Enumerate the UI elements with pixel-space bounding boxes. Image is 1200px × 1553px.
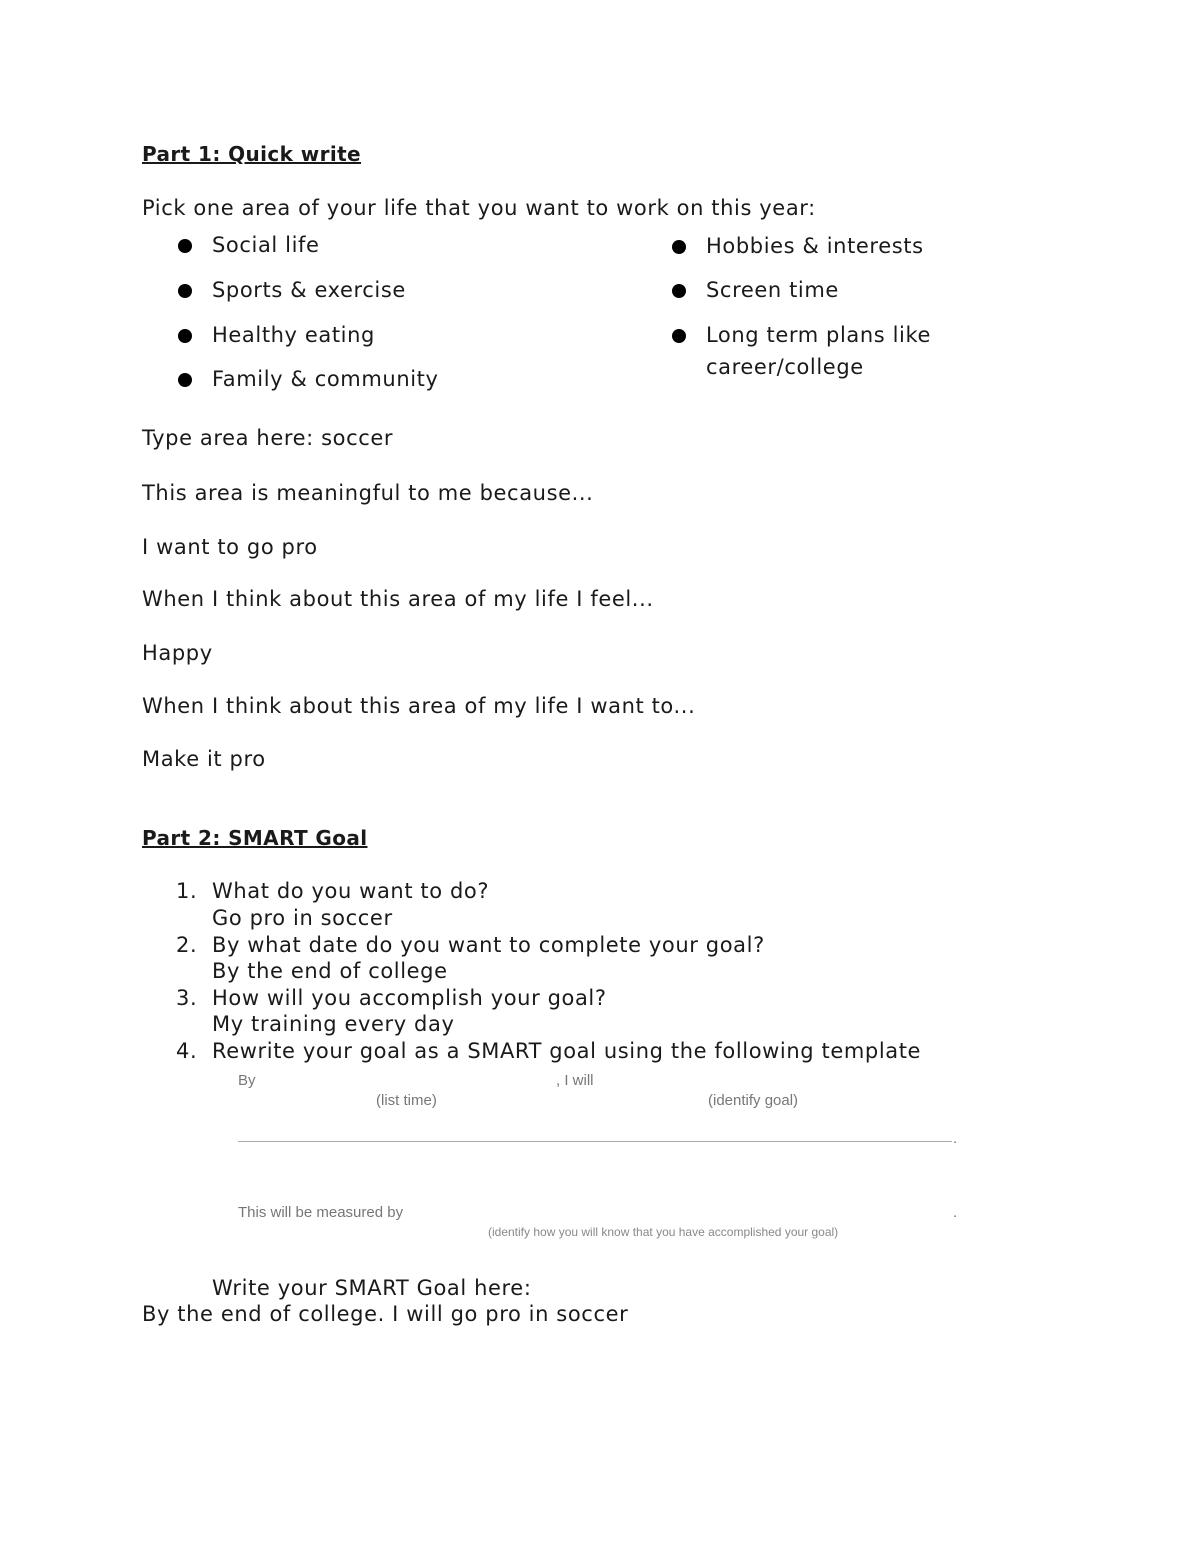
answer-text: My training every day — [212, 1012, 455, 1036]
bullet-icon — [178, 284, 192, 298]
question-text: By what date do you want to complete your goal? — [212, 933, 765, 957]
area-item: Hobbies & interests — [706, 234, 924, 258]
question-text: Rewrite your goal as a SMART goal using the following template — [212, 1039, 922, 1063]
bullet-icon — [178, 239, 192, 253]
part1-heading: Part 1: Quick write — [142, 142, 362, 166]
area-item: Healthy eating — [212, 323, 375, 347]
area-item: Screen time — [706, 278, 839, 302]
answer-text: By the end of college — [212, 959, 448, 983]
template-i-will: , I will — [556, 1072, 594, 1089]
area-item: Family & community — [212, 367, 439, 391]
meaningful-answer: I want to go pro — [142, 535, 318, 559]
template-by: By — [238, 1072, 256, 1089]
area-item: Long term plans like — [706, 323, 932, 347]
question-number: 3. — [176, 986, 198, 1010]
template-goal-line — [238, 1141, 952, 1142]
question-text: What do you want to do? — [212, 879, 490, 903]
bullet-icon — [672, 284, 686, 298]
want-prompt: When I think about this area of my life I want to... — [142, 694, 696, 718]
area-item: Sports & exercise — [212, 278, 406, 302]
template-identify-goal: (identify goal) — [708, 1092, 799, 1109]
template-period: . — [953, 1130, 958, 1147]
area-item: Social life — [212, 233, 320, 257]
part1-prompt: Pick one area of your life that you want to work on this year: — [142, 196, 816, 220]
feel-answer: Happy — [142, 641, 213, 665]
question-number: 4. — [176, 1039, 198, 1063]
template-measured: This will be measured by — [238, 1204, 404, 1221]
answer-text: Go pro in soccer — [212, 906, 393, 930]
want-answer: Make it pro — [142, 747, 266, 771]
part2-heading: Part 2: SMART Goal — [142, 826, 368, 850]
bullet-icon — [178, 373, 192, 387]
template-identify-how: (identify how you will know that you have accomplished your goal) — [488, 1225, 839, 1239]
question-number: 2. — [176, 933, 198, 957]
type-area-label: Type area here: soccer — [142, 426, 394, 450]
template-list-time: (list time) — [376, 1092, 437, 1109]
bullet-icon — [672, 240, 686, 254]
write-goal-label: Write your SMART Goal here: — [212, 1276, 532, 1300]
bullet-icon — [672, 329, 686, 343]
smart-goal-answer: By the end of college. I will go pro in soccer — [142, 1302, 629, 1326]
bullet-icon — [178, 329, 192, 343]
area-item-continuation: career/college — [706, 355, 864, 379]
feel-prompt: When I think about this area of my life I feel... — [142, 587, 654, 611]
question-number: 1. — [176, 879, 198, 903]
question-text: How will you accomplish your goal? — [212, 986, 607, 1010]
template-period: . — [953, 1204, 958, 1221]
meaningful-prompt: This area is meaningful to me because... — [142, 481, 594, 505]
